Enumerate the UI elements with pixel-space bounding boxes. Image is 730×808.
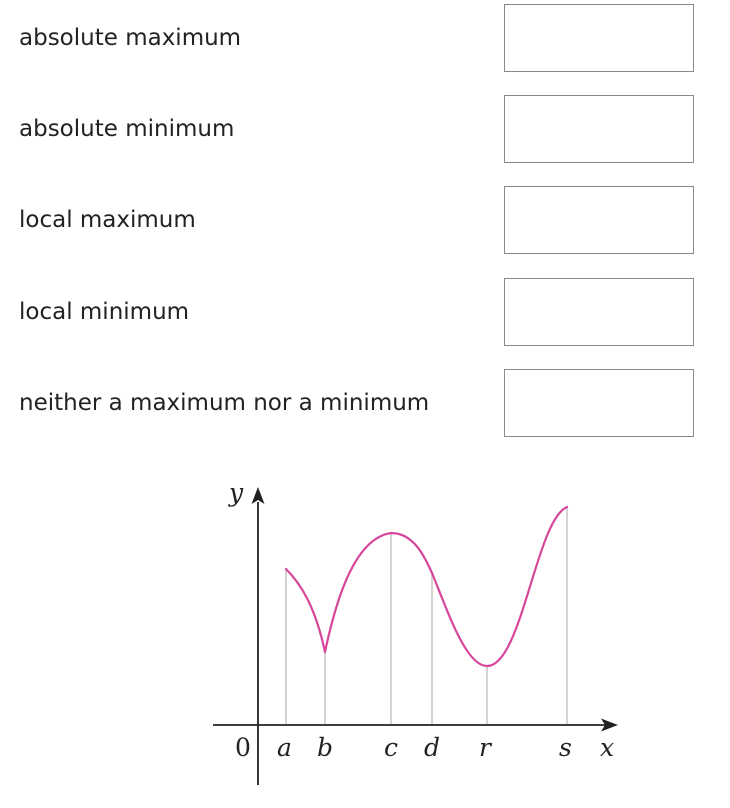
point-label-a: a <box>277 733 292 762</box>
label-absolute-minimum: absolute minimum <box>19 116 235 142</box>
y-axis-label: y <box>229 478 244 507</box>
point-label-r: r <box>479 733 491 762</box>
label-local-maximum: local maximum <box>19 207 196 233</box>
point-label-s: s <box>559 733 572 762</box>
function-curve <box>286 507 567 666</box>
guide-lines <box>286 507 567 725</box>
point-label-c: c <box>384 733 399 762</box>
label-absolute-maximum: absolute maximum <box>19 25 242 51</box>
label-neither: neither a maximum nor a minimum <box>19 390 430 416</box>
label-local-minimum: local minimum <box>19 299 190 325</box>
axes <box>213 487 618 785</box>
origin-label: 0 <box>235 733 251 762</box>
y-axis-arrow-icon <box>252 487 265 504</box>
x-axis-label: x <box>600 733 615 762</box>
point-label-b: b <box>317 733 334 762</box>
point-label-d: d <box>424 733 441 762</box>
